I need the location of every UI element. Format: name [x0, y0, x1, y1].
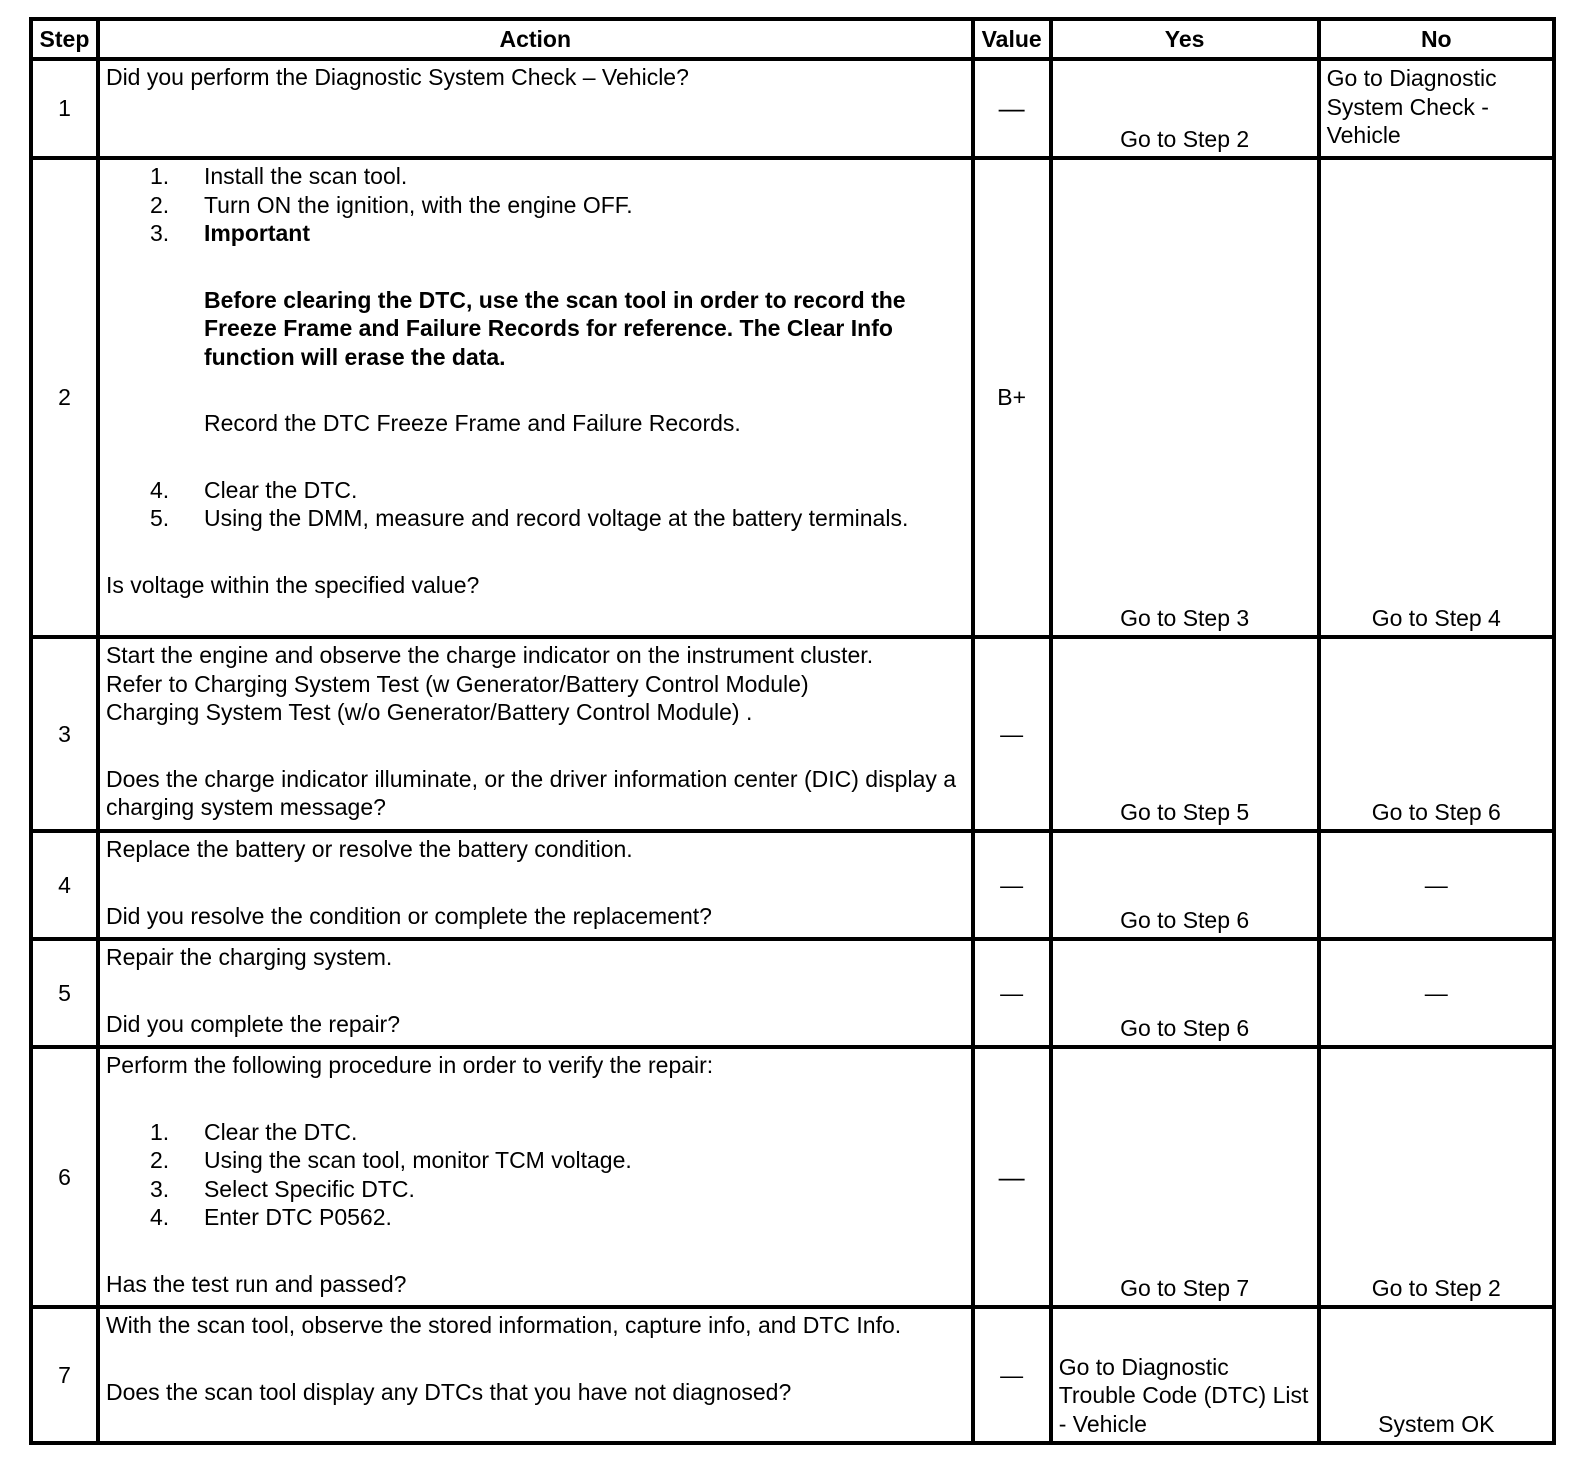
- value-cell: —: [973, 939, 1051, 1047]
- no-cell: [1319, 59, 1554, 158]
- reference-link[interactable]: Charging System Test (w/o Generator/Battery Control Module) .: [105, 699, 753, 725]
- list-item: 3. Important: [149, 220, 311, 246]
- step-number: 7: [31, 1307, 98, 1443]
- action-text: With the scan tool, observe the stored information, capture info, and DTC Info.: [105, 1312, 902, 1338]
- list-item: 4. Clear the DTC.: [149, 476, 358, 503]
- table-row: [31, 637, 1554, 831]
- value-cell: B+: [973, 158, 1051, 637]
- action-cell: [98, 59, 973, 158]
- yes-link[interactable]: Go to Step 2: [1120, 125, 1250, 152]
- step-number: 6: [31, 1047, 98, 1307]
- action-cell: [98, 831, 973, 939]
- no-cell: [1319, 831, 1554, 939]
- step-number: 3: [31, 637, 98, 831]
- yes-cell: [1051, 1307, 1319, 1443]
- action-cell: [98, 939, 973, 1047]
- list-item: 3. Select Specific DTC.: [149, 1175, 415, 1202]
- action-question: Has the test run and passed?: [105, 1270, 407, 1297]
- no-cell: [1319, 939, 1554, 1047]
- header-action: Action: [98, 19, 973, 59]
- list-item: 4. Enter DTC P0562.: [149, 1204, 392, 1230]
- step-number: 1: [31, 59, 98, 158]
- step-number: 5: [31, 939, 98, 1047]
- value-cell: —: [973, 831, 1051, 939]
- action-question: Does the scan tool display any DTCs that you have not diagnosed?: [105, 1378, 792, 1405]
- table-row: [31, 158, 1554, 637]
- yes-cell: [1051, 939, 1319, 1047]
- yes-link[interactable]: Go to Step 3: [1120, 604, 1250, 631]
- yes-cell: [1051, 59, 1319, 158]
- yes-cell: [1051, 1047, 1319, 1307]
- action-cell: [98, 158, 973, 637]
- header-step: Step: [31, 19, 98, 59]
- action-question: Did you perform the Diagnostic System Check – Vehicle?: [105, 64, 689, 90]
- important-note: Before clearing the DTC, use the scan tool in order to record the Freeze Frame and Failure Records for reference. The Clear Info function will erase the data.: [203, 286, 906, 370]
- action-cell: [98, 1047, 973, 1307]
- table-row: [31, 1047, 1554, 1307]
- action-text: Replace the battery or resolve the battery condition.: [105, 836, 633, 862]
- action-text: Start the engine and observe the charge indicator on the instrument cluster.: [105, 642, 874, 668]
- header-value: Value: [973, 19, 1051, 59]
- action-cell: [98, 1307, 973, 1443]
- yes-link[interactable]: Go to Step 6: [1120, 1014, 1250, 1041]
- no-value: System OK: [1378, 1410, 1495, 1437]
- table-row: [31, 1307, 1554, 1443]
- list-item: 1. Clear the DTC.: [149, 1118, 358, 1145]
- yes-link[interactable]: Go to Diagnostic Trouble Code (DTC) List - Vehicle: [1058, 1353, 1309, 1437]
- record-instruction: Record the DTC Freeze Frame and Failure Records.: [203, 410, 741, 436]
- no-value: —: [1424, 979, 1448, 1006]
- no-link[interactable]: Go to Diagnostic System Check - Vehicle: [1326, 65, 1497, 148]
- yes-cell: [1051, 637, 1319, 831]
- no-cell: [1319, 1047, 1554, 1307]
- procedure-list: [106, 162, 965, 248]
- list-item: 5. Using the DMM, measure and record voltage at the battery terminals.: [149, 505, 909, 531]
- value-cell: —: [973, 59, 1051, 158]
- no-cell: [1319, 637, 1554, 831]
- yes-link[interactable]: Go to Step 7: [1120, 1274, 1250, 1301]
- yes-cell: [1051, 158, 1319, 637]
- no-cell: [1319, 158, 1554, 637]
- procedure-list: [106, 1118, 965, 1232]
- no-value: —: [1424, 871, 1448, 898]
- yes-cell: [1051, 831, 1319, 939]
- value-cell: —: [973, 1307, 1051, 1443]
- procedure-list: [106, 476, 965, 533]
- no-link[interactable]: Go to Step 2: [1371, 1274, 1501, 1301]
- diagnostic-table: [29, 17, 1556, 1445]
- yes-link[interactable]: Go to Step 6: [1120, 906, 1250, 933]
- header-no: No: [1319, 19, 1554, 59]
- list-item: 2. Using the scan tool, monitor TCM voltage.: [149, 1147, 632, 1173]
- header-row: [31, 19, 1554, 59]
- action-cell: [98, 637, 973, 831]
- value-cell: —: [973, 637, 1051, 831]
- action-question: Is voltage within the specified value?: [105, 571, 480, 598]
- reference-link[interactable]: Refer to Charging System Test (w Generator/Battery Control Module): [105, 670, 809, 697]
- step-number: 4: [31, 831, 98, 939]
- action-text: Repair the charging system.: [105, 944, 393, 970]
- action-question: Does the charge indicator illuminate, or the driver information center (DIC) display a charging system message?: [105, 765, 957, 820]
- no-cell: [1319, 1307, 1554, 1443]
- step-number: 2: [31, 158, 98, 637]
- table-row: [31, 831, 1554, 939]
- table-row: [31, 59, 1554, 158]
- table-row: [31, 939, 1554, 1047]
- action-question: Did you complete the repair?: [105, 1010, 401, 1037]
- header-yes: Yes: [1051, 19, 1319, 59]
- list-item: 1. Install the scan tool.: [149, 163, 408, 189]
- list-item: 2. Turn ON the ignition, with the engine OFF.: [149, 191, 633, 218]
- action-question: Did you resolve the condition or complete the replacement?: [105, 902, 712, 929]
- yes-link[interactable]: Go to Step 5: [1120, 798, 1250, 825]
- no-link[interactable]: Go to Step 6: [1371, 798, 1501, 825]
- action-text: Perform the following procedure in order to verify the repair:: [105, 1052, 714, 1078]
- value-cell: —: [973, 1047, 1051, 1307]
- no-link[interactable]: Go to Step 4: [1371, 604, 1501, 631]
